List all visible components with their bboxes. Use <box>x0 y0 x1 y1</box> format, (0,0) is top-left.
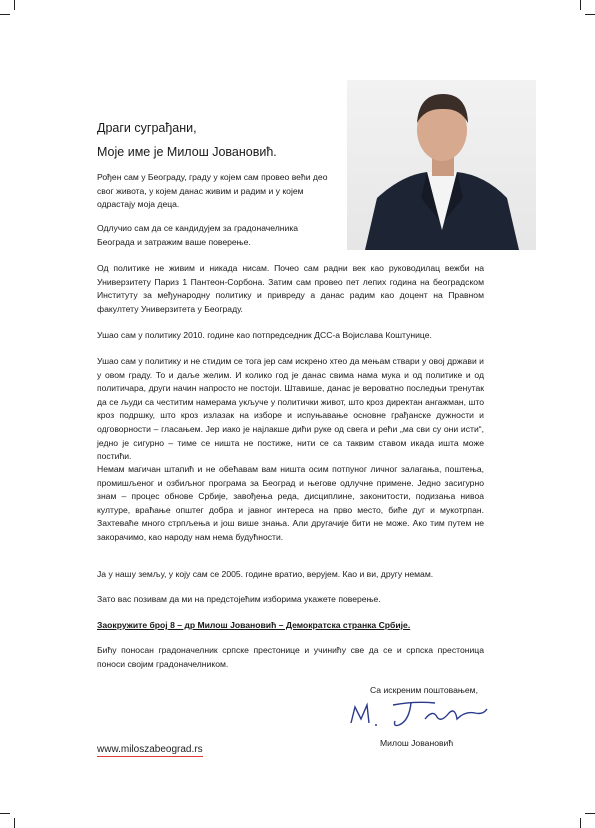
crop-mark <box>14 818 15 828</box>
website-link[interactable]: www.miloszabeograd.rs <box>97 744 203 755</box>
crop-mark <box>14 0 15 10</box>
paragraph-birth: Рођен сам у Београду, граду у којем сам провео већи део свог живота, у којем данас живим и радим и у којем одрастају моја деца. <box>97 172 328 210</box>
paragraph-career: Од политике не живим и никада нисам. Почео сам радни век као руководилац вежби на Универзитету Париз 1 Пантеон-Сорбона. Затим сам провео пет лепих година на београдском Институту за међународну политику и привреду а данас радим као доцент на Правном факултету Универзитета у Београду. <box>97 263 484 314</box>
crop-mark <box>580 0 581 10</box>
crop-mark <box>0 14 10 15</box>
paragraph-politics-entry: Ушао сам у политику 2010. године као потпредседник ДСС-а Војислава Коштунице. <box>97 330 432 340</box>
portrait-photo <box>347 80 536 250</box>
paragraph-belief: Ја у нашу земљу, у коју сам се 2005. године вратио, верујем. Као и ви, другу немам. <box>97 569 434 579</box>
call-to-action: Заокружите број 8 – др Милош Јовановић – Демократска странка Србије. <box>97 620 411 630</box>
crop-mark <box>580 818 581 828</box>
signer-name: Милош Јовановић <box>380 738 454 748</box>
crop-mark <box>585 813 595 814</box>
signature <box>345 697 495 733</box>
crop-mark <box>585 14 595 15</box>
paragraph-candidacy: Одлучио сам да се кандидујем за градоначелника Београда и затражим ваше поверење. <box>97 223 299 247</box>
name-intro: Моје име је Милош Јовановић. <box>97 145 277 159</box>
greeting-line: Драги суграђани, <box>97 121 197 135</box>
paragraph-motivation: Ушао сам у политику и не стидим се тога јер сам искрено хтео да мењам ствари у овој држави и у овом граду. То и даље желим. И колико год је данас свима нама мука и од политике и од политичара, други начин напросто не постоји. Штавише, данас је вероватно последњи тренутак да се људи са честитим намерама укључе у политички живот, што кроз директан ангажман, што кроз подршку, што кроз излазак на изборе и испуњавање основне грађанске дужности и одговорности – гласањем. Јер иако је најлакше дићи руке од свега и рећи „ма сви су они исти“, једно је сигурно – тиме се ништа не постиже, нити се са таквим ставом икада ишта може постићи. <box>97 356 484 462</box>
paragraph-appeal: Зато вас позивам да ми на предстојећим изборима укажете поверење. <box>97 594 381 604</box>
paragraph-promise: Немам магичан штапић и не обећавам вам ништа осим потпуног личног залагања, поштења, промишљеног и озбиљног програма за Београд и његове одлучне примене. Једно засигурно знам – процес обнове Србије, завођења реда, дисциплине, законитости, подизања нивоа културе, враћање општег добра и јавног интереса на прво место, биће дуг и мукотрпан. Захтеваће много стрпљења и још више знања. Али другачије бити не може. Ако тим путем не закорачимо, као народу нам нема будућности. <box>97 464 484 542</box>
closing-phrase: Са искреним поштовањем, <box>370 685 478 695</box>
paragraph-pledge: Бићу поносан градоначелник српске престонице и учинићу све да се и српска престоница поноси својим градоначелником. <box>97 645 484 669</box>
crop-mark <box>0 813 10 814</box>
